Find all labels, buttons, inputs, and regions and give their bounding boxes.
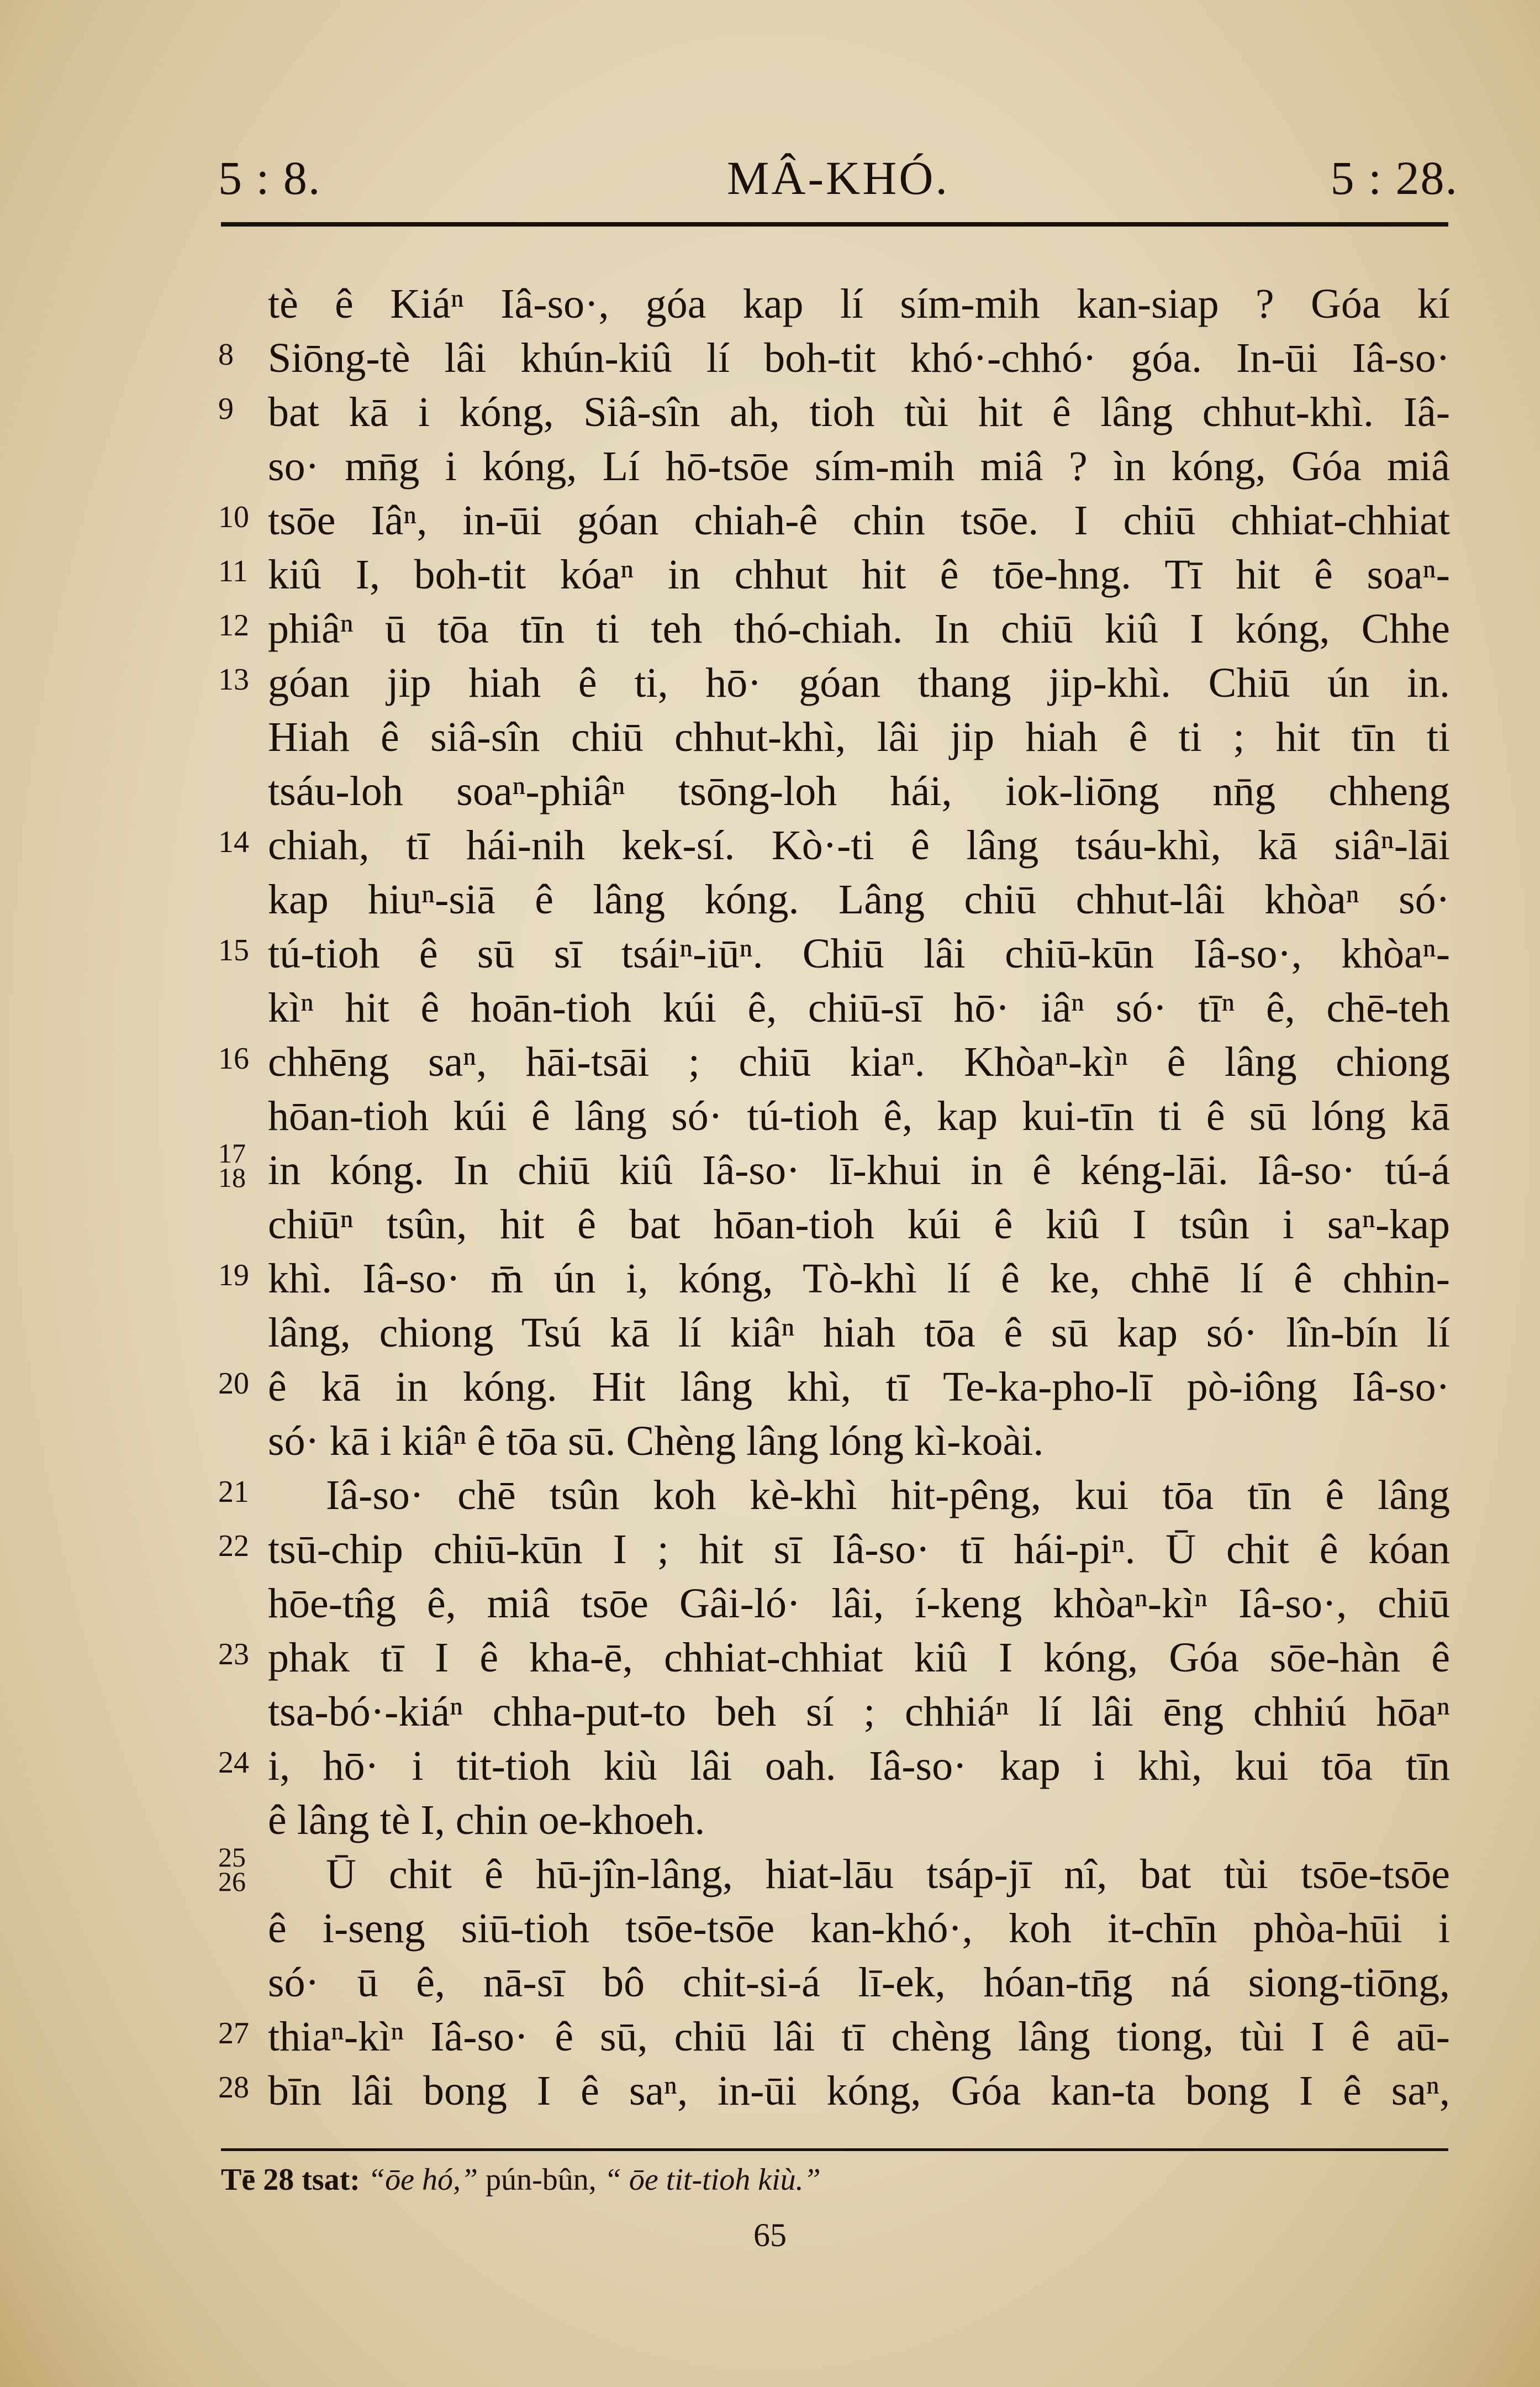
text-line: hōan-tioh kúi ê lâng só· tú-tioh ê, kap kui-tīn ti ê sū lóng kā: [268, 1093, 1450, 1139]
verse-number: 21: [218, 1475, 249, 1509]
verse-number: 22: [218, 1529, 249, 1563]
footnote-middle: pún-bûn,: [486, 2163, 597, 2197]
verse-number: 19: [218, 1258, 249, 1292]
text-line: tsōe Iâⁿ, in-ūi góan chiah-ê chin tsōe. I chiū chhiat-chhiat: [268, 497, 1450, 544]
text-line: tú-tioh ê sū sī tsáiⁿ-iūⁿ. Chiū lâi chiū-kūn Iâ-so·, khòaⁿ-: [268, 930, 1450, 977]
verse-number: 8: [218, 338, 234, 372]
text-line: bīn lâi bong I ê saⁿ, in-ūi kóng, Góa kan-ta bong I ê saⁿ,: [268, 2068, 1450, 2114]
page-number: 65: [753, 2217, 787, 2253]
text-line: tsū-chip chiū-kūn I ; hit sī Iâ-so· tī hái-piⁿ. Ū chit ê kóan: [268, 1526, 1450, 1573]
text-line: kap hiuⁿ-siā ê lâng kóng. Lâng chiū chhut-lâi khòaⁿ só·: [268, 876, 1450, 923]
text-line: Iâ-so· chē tsûn koh kè-khì hit-pêng, kui tōa tīn ê lâng: [326, 1472, 1450, 1518]
verse-number: 16: [218, 1042, 249, 1076]
footnote-label: Tē 28 tsat:: [221, 2163, 360, 2197]
text-line: só· ū ê, nā-sī bô chit-si-á lī-ek, hóan-tn̄g ná siong-tiōng,: [268, 1959, 1450, 2006]
text-line: tè ê Kiáⁿ Iâ-so·, góa kap lí sím-mih kan-siap ? Góa kí: [268, 281, 1450, 327]
verse-number: 20: [218, 1366, 249, 1401]
text-line: hōe-tn̂g ê, miâ tsōe Gâi-ló· lâi, í-keng khòaⁿ-kìⁿ Iâ-so·, chiū: [268, 1580, 1450, 1627]
text-line: Siōng-tè lâi khún-kiû lí boh-tit khó·-chhó· góa. In-ūi Iâ-so·: [268, 335, 1450, 381]
footnote-rule: [221, 2148, 1448, 2151]
text-line: chiah, tī hái-nih kek-sí. Kò·-ti ê lâng tsáu-khì, kā siâⁿ-lāi: [268, 822, 1450, 869]
text-line: só· kā i kiâⁿ ê tōa sū. Chèng lâng lóng kì-koài.: [268, 1418, 1044, 1464]
left-verse-reference: 5 : 8.: [218, 151, 321, 204]
text-line: ê i-seng siū-tioh tsōe-tsōe kan-khó·, koh it-chīn phòa-hūi i: [268, 1905, 1450, 1952]
text-line: kiû I, boh-tit kóaⁿ in chhut hit ê tōe-hng. Tī hit ê soaⁿ-: [268, 551, 1450, 598]
text-line: tsa-bó·-kiáⁿ chha-put-to beh sí ; chhiáⁿ lí lâi ēng chhiú hōaⁿ: [268, 1689, 1450, 1735]
text-line: phiâⁿ ū tōa tīn ti teh thó-chiah. In chiū kiû I kóng, Chhe: [268, 606, 1450, 652]
verse-number: 25 26: [218, 1842, 246, 1897]
text-line: thiaⁿ-kìⁿ Iâ-so· ê sū, chiū lâi tī chèng lâng tiong, tùi I ê aū-: [268, 2013, 1450, 2060]
text-line: bat kā i kóng, Siâ-sîn ah, tioh tùi hit ê lâng chhut-khì. Iâ-: [268, 389, 1450, 435]
text-line: Hiah ê siâ-sîn chiū chhut-khì, lâi jip hiah ê ti ; hit tīn ti: [268, 714, 1450, 760]
footnote-quote-1: “ōe hó,”: [367, 2163, 478, 2197]
text-line: tsáu-loh soaⁿ-phiâⁿ tsōng-loh hái, iok-liōng nn̄g chheng: [268, 768, 1450, 814]
verse-number: 15: [218, 933, 249, 968]
text-line: ê lâng tè I, chin oe-khoeh.: [268, 1797, 705, 1843]
footnote-quote-2: “ ōe tit-tioh kiù.”: [604, 2163, 821, 2197]
verse-number: 27: [218, 2016, 249, 2050]
text-line: chiūⁿ tsûn, hit ê bat hōan-tioh kúi ê kiû I tsûn i saⁿ-kap: [268, 1201, 1450, 1248]
verse-number: 9: [218, 392, 234, 426]
text-line: khì. Iâ-so· m̄ ún i, kóng, Tò-khì lí ê ke, chhē lí ê chhin-: [268, 1255, 1450, 1302]
verse-number: 28: [218, 2070, 249, 2105]
text-line: chhēng saⁿ, hāi-tsāi ; chiū kiaⁿ. Khòaⁿ-kìⁿ ê lâng chiong: [268, 1039, 1450, 1085]
text-line: in kóng. In chiū kiû Iâ-so· lī-khui in ê kéng-lāi. Iâ-so· tú-á: [268, 1147, 1450, 1194]
text-line: Ū chit ê hū-jîn-lâng, hiat-lāu tsáp-jī nî, bat tùi tsōe-tsōe: [326, 1851, 1450, 1897]
text-line: kìⁿ hit ê hoān-tioh kúi ê, chiū-sī hō· iâⁿ só· tīⁿ ê, chē-teh: [268, 985, 1450, 1031]
footnote: [221, 2158, 1381, 2202]
text-line: phak tī I ê kha-ē, chhiat-chhiat kiû I kóng, Góa sōe-hàn ê: [268, 1634, 1450, 1681]
book-title: MÂ-KHÓ.: [726, 151, 950, 204]
text-line: lâng, chiong Tsú kā lí kiâⁿ hiah tōa ê sū kap só· lîn-bín lí: [268, 1310, 1450, 1356]
verse-number: 10: [218, 500, 249, 534]
text-line: so· mn̄g i kóng, Lí hō-tsōe sím-mih miâ ? ìn kóng, Góa miâ: [268, 443, 1450, 490]
text-line: ê kā in kóng. Hit lâng khì, tī Te-ka-pho-lī pò-iông Iâ-so·: [268, 1364, 1450, 1410]
verse-number: 14: [218, 825, 249, 859]
verse-number: 12: [218, 608, 249, 643]
verse-number: 24: [218, 1745, 249, 1780]
verse-number: 13: [218, 663, 249, 697]
verse-number: 11: [218, 554, 248, 588]
header-rule: [221, 222, 1448, 227]
text-line: i, hō· i tit-tioh kiù lâi oah. Iâ-so· kap i khì, kui tōa tīn: [268, 1743, 1450, 1789]
right-verse-reference: 5 : 28.: [1330, 151, 1458, 204]
running-head: [218, 150, 1458, 211]
verse-number: 17 18: [218, 1138, 246, 1193]
verse-number: 23: [218, 1637, 249, 1671]
text-line: góan jip hiah ê ti, hō· góan thang jip-khì. Chiū ún in.: [268, 660, 1450, 706]
